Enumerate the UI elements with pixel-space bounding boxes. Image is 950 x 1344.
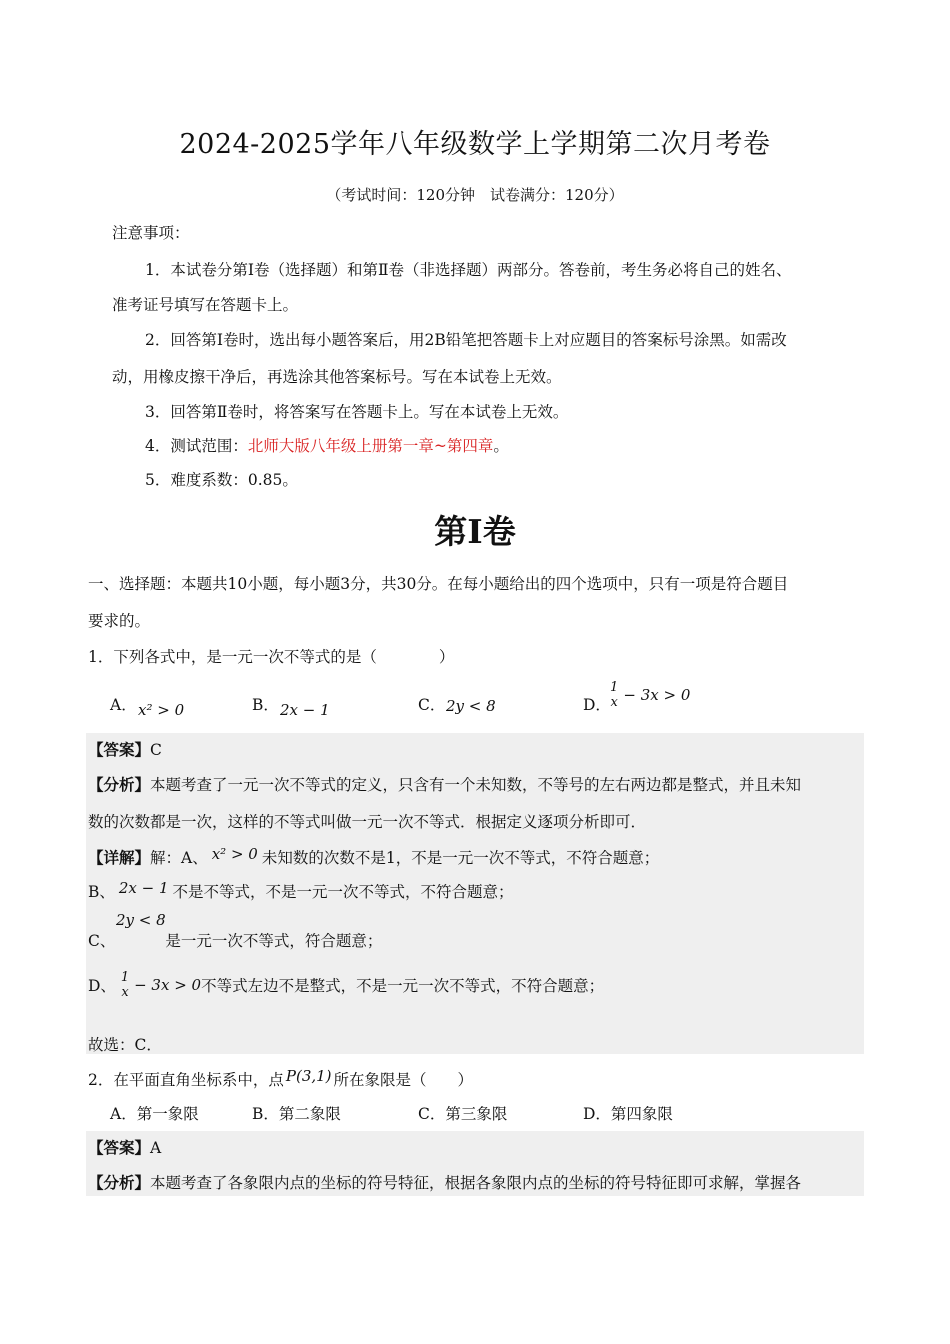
q1-analysis-tag: 【分析】 xyxy=(88,775,151,794)
q1-detail-tag: 【详解】 xyxy=(88,848,151,867)
q2-option-a: A．第一象限 xyxy=(110,1105,199,1123)
q2-answer-value: A xyxy=(150,1139,162,1157)
note-item-3: 3．回答第Ⅱ卷时，将答案写在答题卡上。写在本试卷上无效。 xyxy=(145,403,569,421)
note-item-4-suffix: 。 xyxy=(493,437,509,455)
q2-analysis-text: 本题考查了各象限内点的坐标的符号特征，根据各象限内点的坐标的符号特征即可求解，掌握各 xyxy=(150,1174,802,1192)
q1-option-a-math: x² > 0 xyxy=(138,701,185,719)
test-range: 北师大版八年级上册第一章~第四章 xyxy=(247,437,494,455)
q1-option-b-math: 2x − 1 xyxy=(280,701,330,719)
q1-option-d-label: D． xyxy=(583,696,611,714)
q1-option-d-fraction xyxy=(610,680,618,710)
note-item-2: 2．回答第Ⅰ卷时，选出每小题答案后，用2B铅笔把答题卡上对应题目的答案标号涂黑。如需改 xyxy=(145,331,787,349)
q1-conclusion: 故选：C． xyxy=(88,1036,162,1054)
note-item-1: 1．本试卷分第Ⅰ卷（选择题）和第Ⅱ卷（非选择题）两部分。答卷前，考生务必将自己的姓名、 xyxy=(145,261,792,279)
q2-option-b: B．第二象限 xyxy=(252,1105,341,1123)
q1-detail-d-rest: − 3x > 0 xyxy=(134,976,202,994)
q2-stem-prefix: 2．在平面直角坐标系中，点 xyxy=(88,1071,284,1089)
q1-option-c-label: C． xyxy=(418,696,446,714)
q1-detail-c-math: 2y < 8 xyxy=(116,911,166,929)
q1-answer-tag: 【答案】 xyxy=(88,740,151,759)
q1-detail-a-math: x² > 0 xyxy=(211,845,258,863)
q1-detail-d-numerator: 1 xyxy=(120,970,130,985)
q1-detail-c xyxy=(88,929,382,951)
q1-option-c-math: 2y < 8 xyxy=(446,697,496,715)
q1-answer-value: C xyxy=(150,741,162,759)
notes-heading: 注意事项： xyxy=(112,224,190,242)
q1-stem: 1．下列各式中，是一元一次不等式的是（ ） xyxy=(88,648,455,666)
note-item-4-prefix: 4．测试范围： xyxy=(145,437,248,455)
q1-analysis xyxy=(88,773,801,795)
q1-option-a-label: A． xyxy=(110,696,137,714)
q1-detail-d-denominator: x xyxy=(121,985,129,1000)
q1-option-d-math xyxy=(610,680,690,710)
q2-answer-tag: 【答案】 xyxy=(88,1138,151,1157)
q1-detail-c-prefix: C、 xyxy=(88,932,116,950)
section-intro: 一、选择题：本题共10小题，每小题3分，共30分。在每小题给出的四个选项中，只有一项是符合题目 xyxy=(88,575,789,593)
exam-title: 2024-2025学年八年级数学上学期第二次月考卷 xyxy=(179,129,771,160)
q1-detail-b xyxy=(88,880,514,902)
q2-analysis xyxy=(88,1171,801,1193)
q1-option-b-label: B． xyxy=(252,696,279,714)
q2-option-d: D．第四象限 xyxy=(583,1105,673,1123)
q2-option-c: C．第三象限 xyxy=(418,1105,508,1123)
q2-analysis-tag: 【分析】 xyxy=(88,1173,151,1192)
note-item-1-cont: 准考证号填写在答题卡上。 xyxy=(112,296,299,314)
note-item-5: 5．难度系数：0.85。 xyxy=(145,471,298,489)
q1-option-d-numerator: 1 xyxy=(610,680,619,695)
note-item-4 xyxy=(145,434,509,456)
q1-answer xyxy=(88,738,162,760)
q1-detail-d-fraction xyxy=(121,970,129,1000)
q1-detail-d xyxy=(88,970,604,1000)
exam-subtitle: （考试时间：120分钟 试卷满分：120分） xyxy=(326,186,624,204)
q2-stem-suffix: 所在象限是（ ） xyxy=(333,1071,474,1089)
q2-stem xyxy=(88,1068,473,1090)
q1-detail-b-prefix: B、 xyxy=(88,883,115,901)
q2-point-math: P(3,1) xyxy=(285,1067,332,1085)
q1-detail-a-text: 未知数的次数不是1，不是一元一次不等式，不符合题意； xyxy=(261,849,660,867)
q1-detail-c-text: 是一元一次不等式，符合题意； xyxy=(165,932,383,950)
q1-detail-b-math: 2x − 1 xyxy=(118,879,169,897)
section-intro-cont: 要求的。 xyxy=(88,612,151,630)
q1-analysis-text: 本题考查了一元一次不等式的定义，只含有一个未知数，不等号的左右两边都是整式，并且未知 xyxy=(150,776,802,794)
q1-analysis-cont: 数的次数都是一次，这样的不等式叫做一元一次不等式．根据定义逐项分析即可． xyxy=(88,813,647,831)
q1-option-d-rest: − 3x > 0 xyxy=(623,686,691,704)
q2-answer xyxy=(88,1136,161,1158)
q1-detail-b-text: 不是不等式，不是一元一次不等式，不符合题意； xyxy=(172,883,514,901)
section-title: 第Ⅰ卷 xyxy=(434,512,516,551)
q1-option-d-denominator: x xyxy=(610,695,618,710)
q1-detail-a-prefix: 解：A、 xyxy=(150,849,208,867)
q1-detail-d-text: 不等式左边不是整式，不是一元一次不等式，不符合题意； xyxy=(201,977,605,995)
note-item-2-cont: 动，用橡皮擦干净后，再选涂其他答案标号。写在本试卷上无效。 xyxy=(112,368,562,386)
q1-detail-a xyxy=(88,846,659,868)
q1-detail-d-prefix: D、 xyxy=(88,977,116,995)
